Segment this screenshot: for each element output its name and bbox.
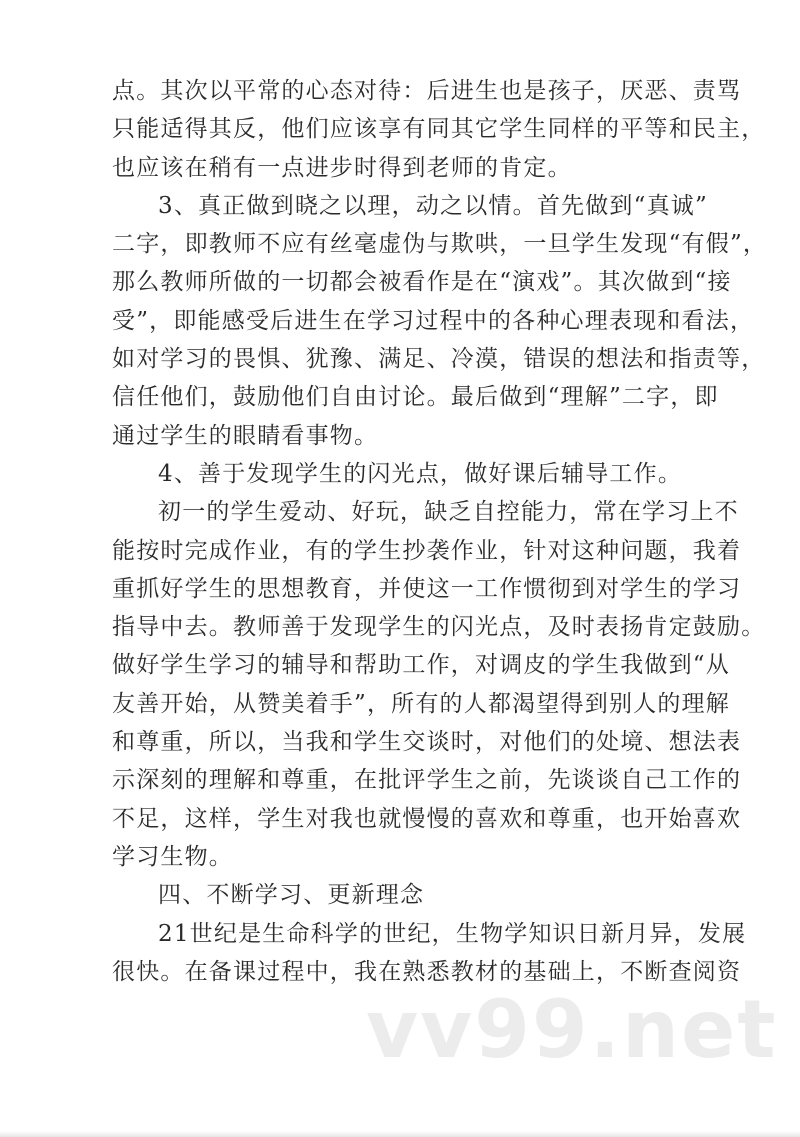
page-bottom-edge — [0, 1131, 800, 1137]
text-line: 不足，这样，学生对我也就慢慢的喜欢和尊重，也开始喜欢 — [112, 805, 742, 832]
text-line: 3、真正做到晓之以理，动之以情。首先做到“真诚” — [158, 192, 708, 219]
body-text — [112, 72, 768, 991]
text-line: 学习生物。 — [112, 843, 233, 870]
text-line: 信任他们，鼓励他们自由讨论。最后做到“理解”二字，即 — [112, 384, 719, 411]
text-line: 也应该在稍有一点进步时得到老师的肯定。 — [112, 154, 572, 181]
text-line: 21世纪是生命科学的世纪，生物学知识日新月异，发展 — [158, 920, 747, 947]
text-line: 通过学生的眼睛看事物。 — [112, 422, 379, 449]
watermark: vv99.net — [366, 983, 778, 1076]
text-line: 4、善于发现学生的闪光点，做好课后辅导工作。 — [158, 460, 683, 487]
text-line: 如对学习的畏惧、犹豫、满足、冷漠，错误的想法和指责等， — [112, 346, 766, 373]
text-line: 做好学生学习的辅导和帮助工作，对调皮的学生我做到“从 — [112, 652, 730, 679]
text-line: 初一的学生爱动、好玩，缺乏自控能力，常在学习上不 — [158, 499, 739, 526]
text-line: 受”，即能感受后进生在学习过程中的各种心理表现和看法， — [112, 307, 755, 334]
text-line: 四、不断学习、更新理念 — [158, 882, 425, 909]
text-line: 指导中去。教师善于发现学生的闪光点，及时表扬肯定鼓励。 — [112, 614, 766, 641]
text-line: 示深刻的理解和尊重，在批评学生之前，先谈谈自己工作的 — [112, 767, 742, 794]
text-line: 友善开始，从赞美着手”，所有的人都渴望得到别人的理解 — [112, 690, 730, 717]
text-line: 只能适得其反，他们应该享有同其它学生同样的平等和民主， — [112, 116, 766, 143]
text-line: 能按时完成作业，有的学生抄袭作业，针对这种问题，我着 — [112, 537, 742, 564]
text-line: 那么教师所做的一切都会被看作是在“演戏”。其次做到“接 — [112, 269, 732, 296]
text-line: 点。其次以平常的心态对待：后进生也是孩子，厌恶、责骂 — [112, 78, 742, 104]
text-line: 很快。在备课过程中，我在熟悉教材的基础上，不断查阅资 — [112, 958, 742, 985]
text-line: 二字，即教师不应有丝毫虚伪与欺哄，一旦学生发现“有假”， — [112, 231, 768, 258]
text-line: 重抓好学生的思想教育，并使这一工作惯彻到对学生的学习 — [112, 575, 742, 602]
text-line: 和尊重，所以，当我和学生交谈时，对他们的处境、想法表 — [112, 729, 742, 756]
